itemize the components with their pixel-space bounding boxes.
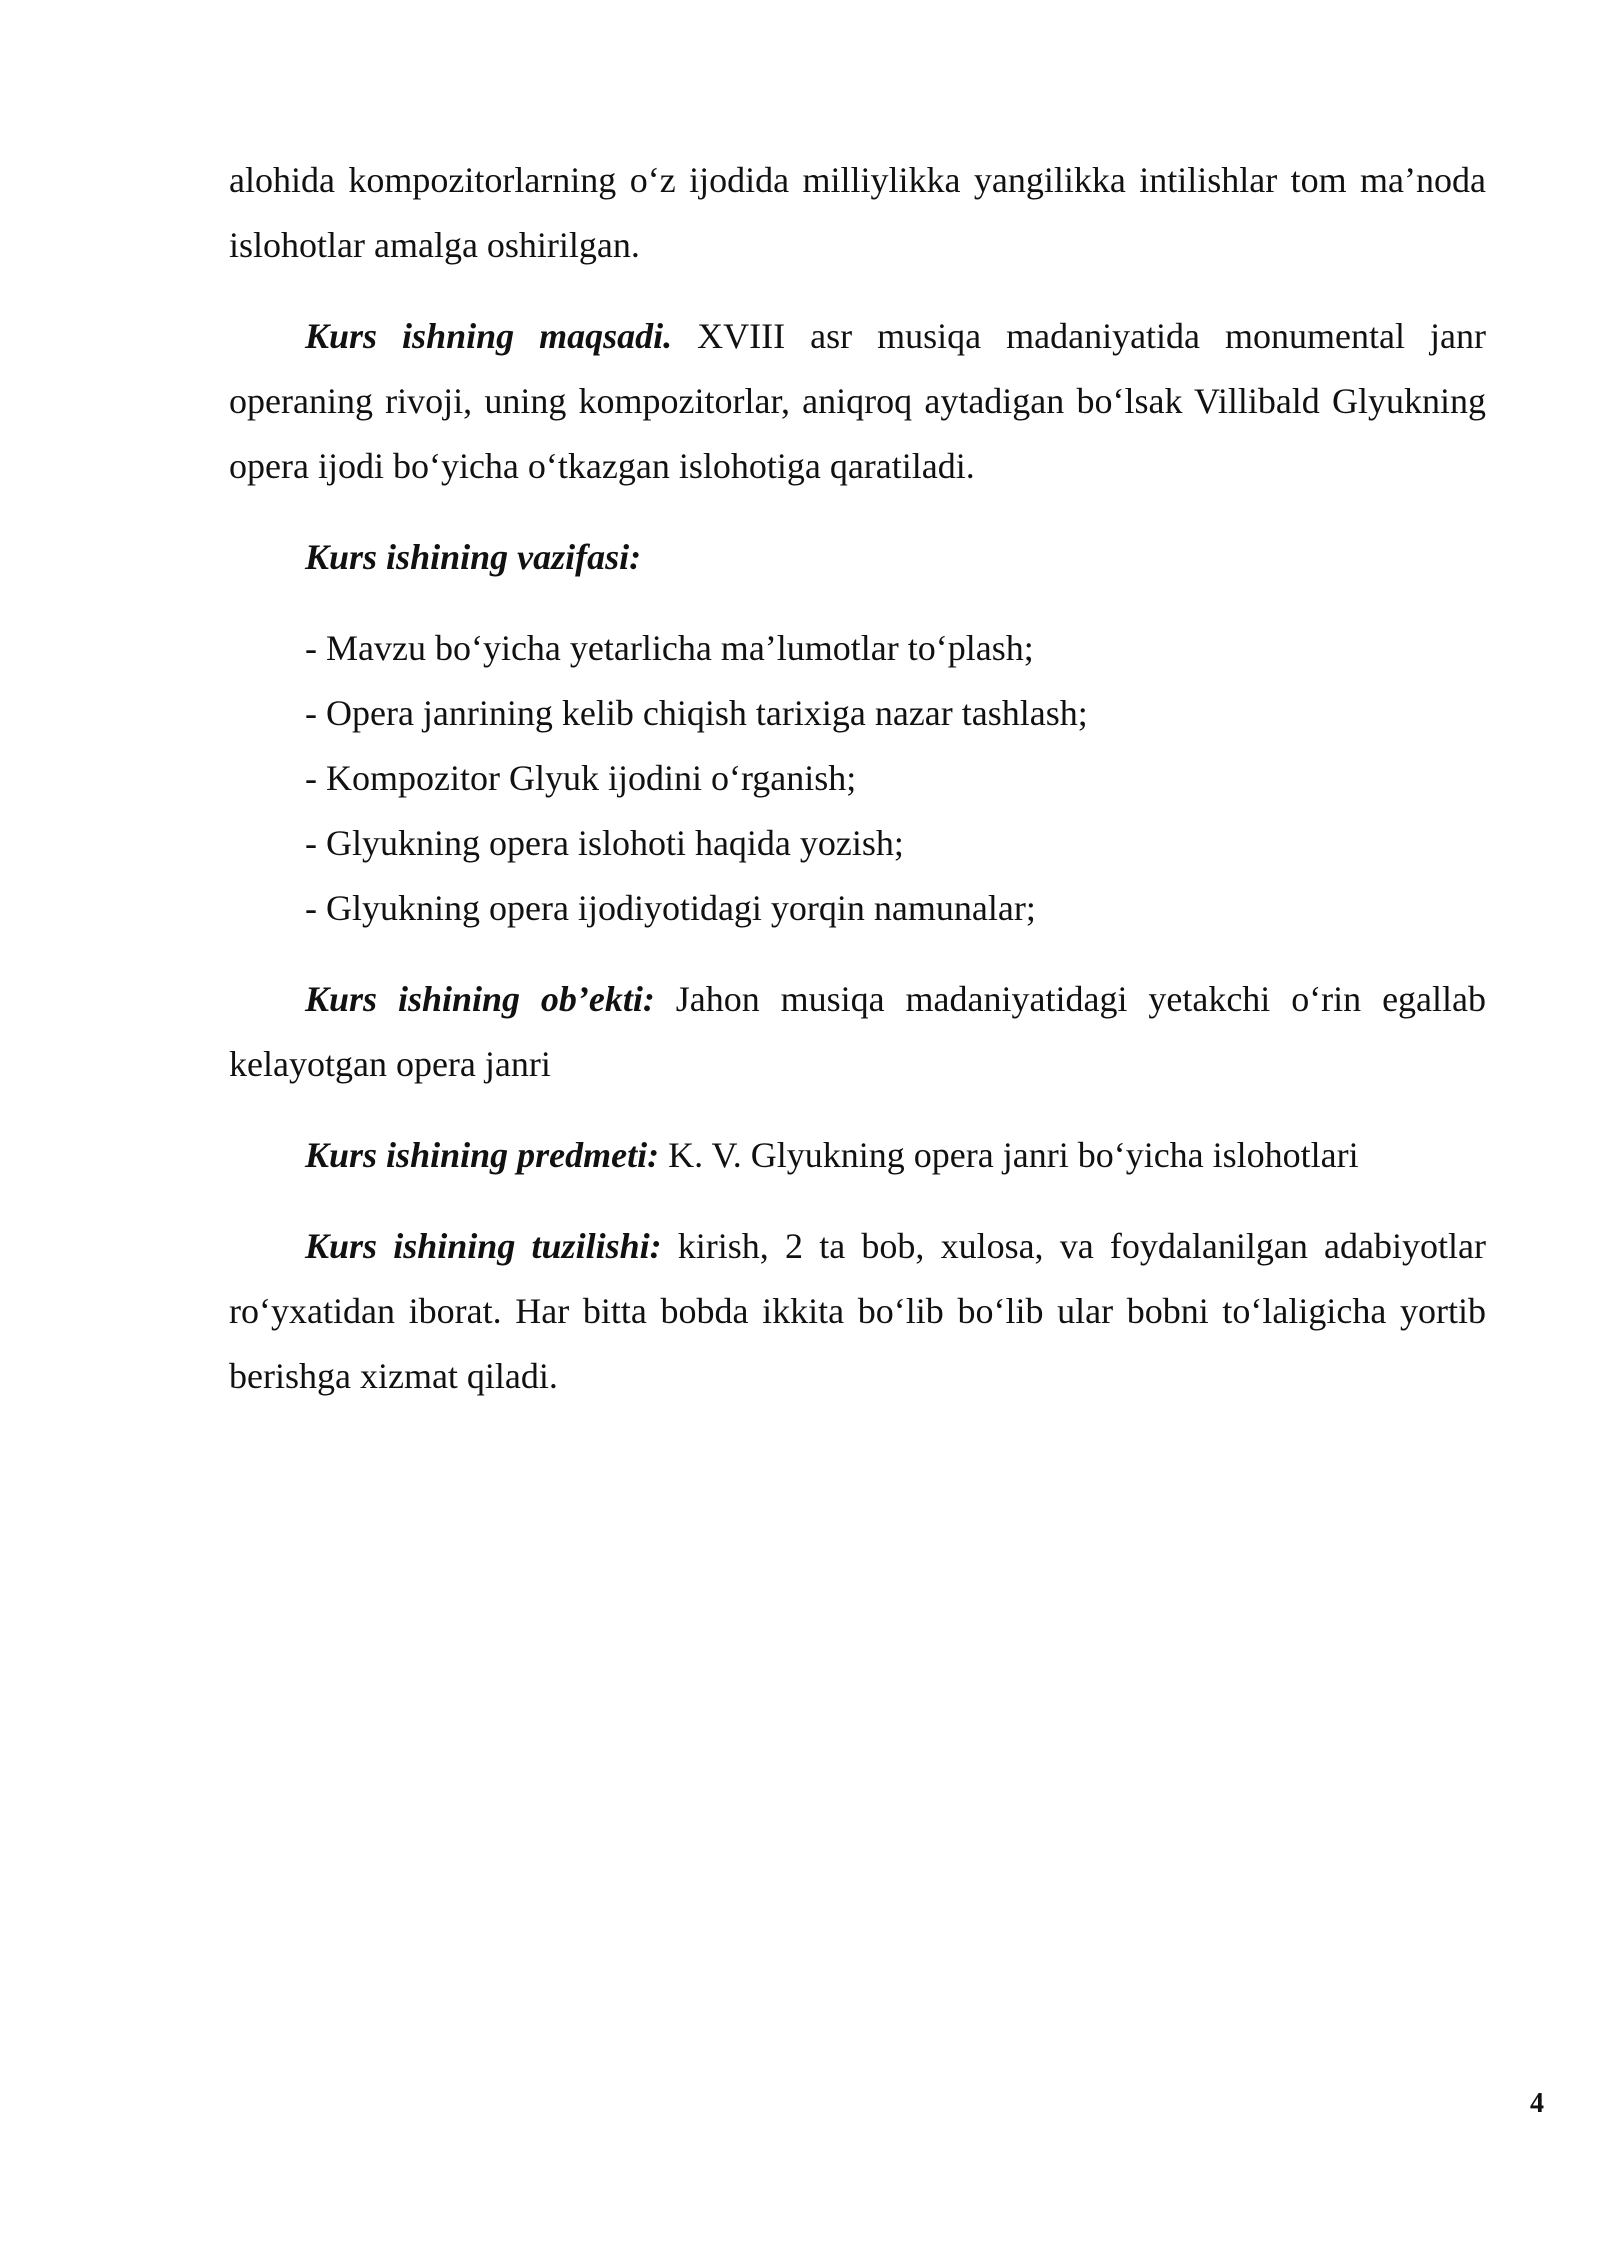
object-label: Kurs ishining ob’ekti: (305, 979, 655, 1019)
list-item: - Glyukning opera islohoti haqida yozish; (305, 823, 904, 863)
tasks-heading: Kurs ishining vazifasi: (305, 537, 642, 577)
structure-text: kirish, 2 ta bob, xulosa, va foydalanilgan adabiyotlar ro‘yxatidan iborat. Har bitta bobda ikkita bo‘lib bo‘lib ular bobni to‘laligicha yortib berishga xizmat qiladi. (229, 1226, 1486, 1396)
subject-text: K. V. Glyukning opera janri bo‘yicha islohotlari (659, 1135, 1359, 1175)
subject-label: Kurs ishining predmeti: (305, 1135, 660, 1175)
object-text: Jahon musiqa madaniyatidagi yetakchi o‘rin egallab kelayotgan opera janri (229, 979, 1487, 1084)
structure-label: Kurs ishining tuzilishi: (305, 1226, 662, 1266)
list-item: - Mavzu bo‘yicha yetarlicha ma’lumotlar to‘plash; (305, 628, 1034, 668)
goal-paragraph (229, 304, 1486, 499)
tasks-list (229, 616, 1486, 941)
subject-paragraph (229, 1123, 1486, 1188)
goal-label: Kurs ishning maqsadi. (305, 316, 673, 356)
list-item: - Glyukning opera ijodiyotidagi yorqin namunalar; (305, 888, 1036, 928)
intro-continuation-paragraph: alohida kompozitorlarning o‘z ijodida milliylikka yangilikka intilishlar tom ma’noda islohotlar amalga oshirilgan. (229, 160, 1486, 265)
list-item: - Opera janrining kelib chiqish tarixiga nazar tashlash; (305, 693, 1088, 733)
page-number: 4 (1530, 2088, 1544, 2119)
structure-paragraph (229, 1214, 1486, 1409)
list-item: - Kompozitor Glyuk ijodini o‘rganish; (305, 758, 857, 798)
object-paragraph (229, 967, 1486, 1097)
document-page (229, 148, 1486, 1435)
goal-text: XVIII asr musiqa madaniyatida monumental janr operaning rivoji, uning kompozitorlar, aniqroq aytadigan bo‘lsak Villibald Glyukning opera ijodi bo‘yicha o‘tkazgan islohotiga qaratiladi. (229, 316, 1486, 486)
